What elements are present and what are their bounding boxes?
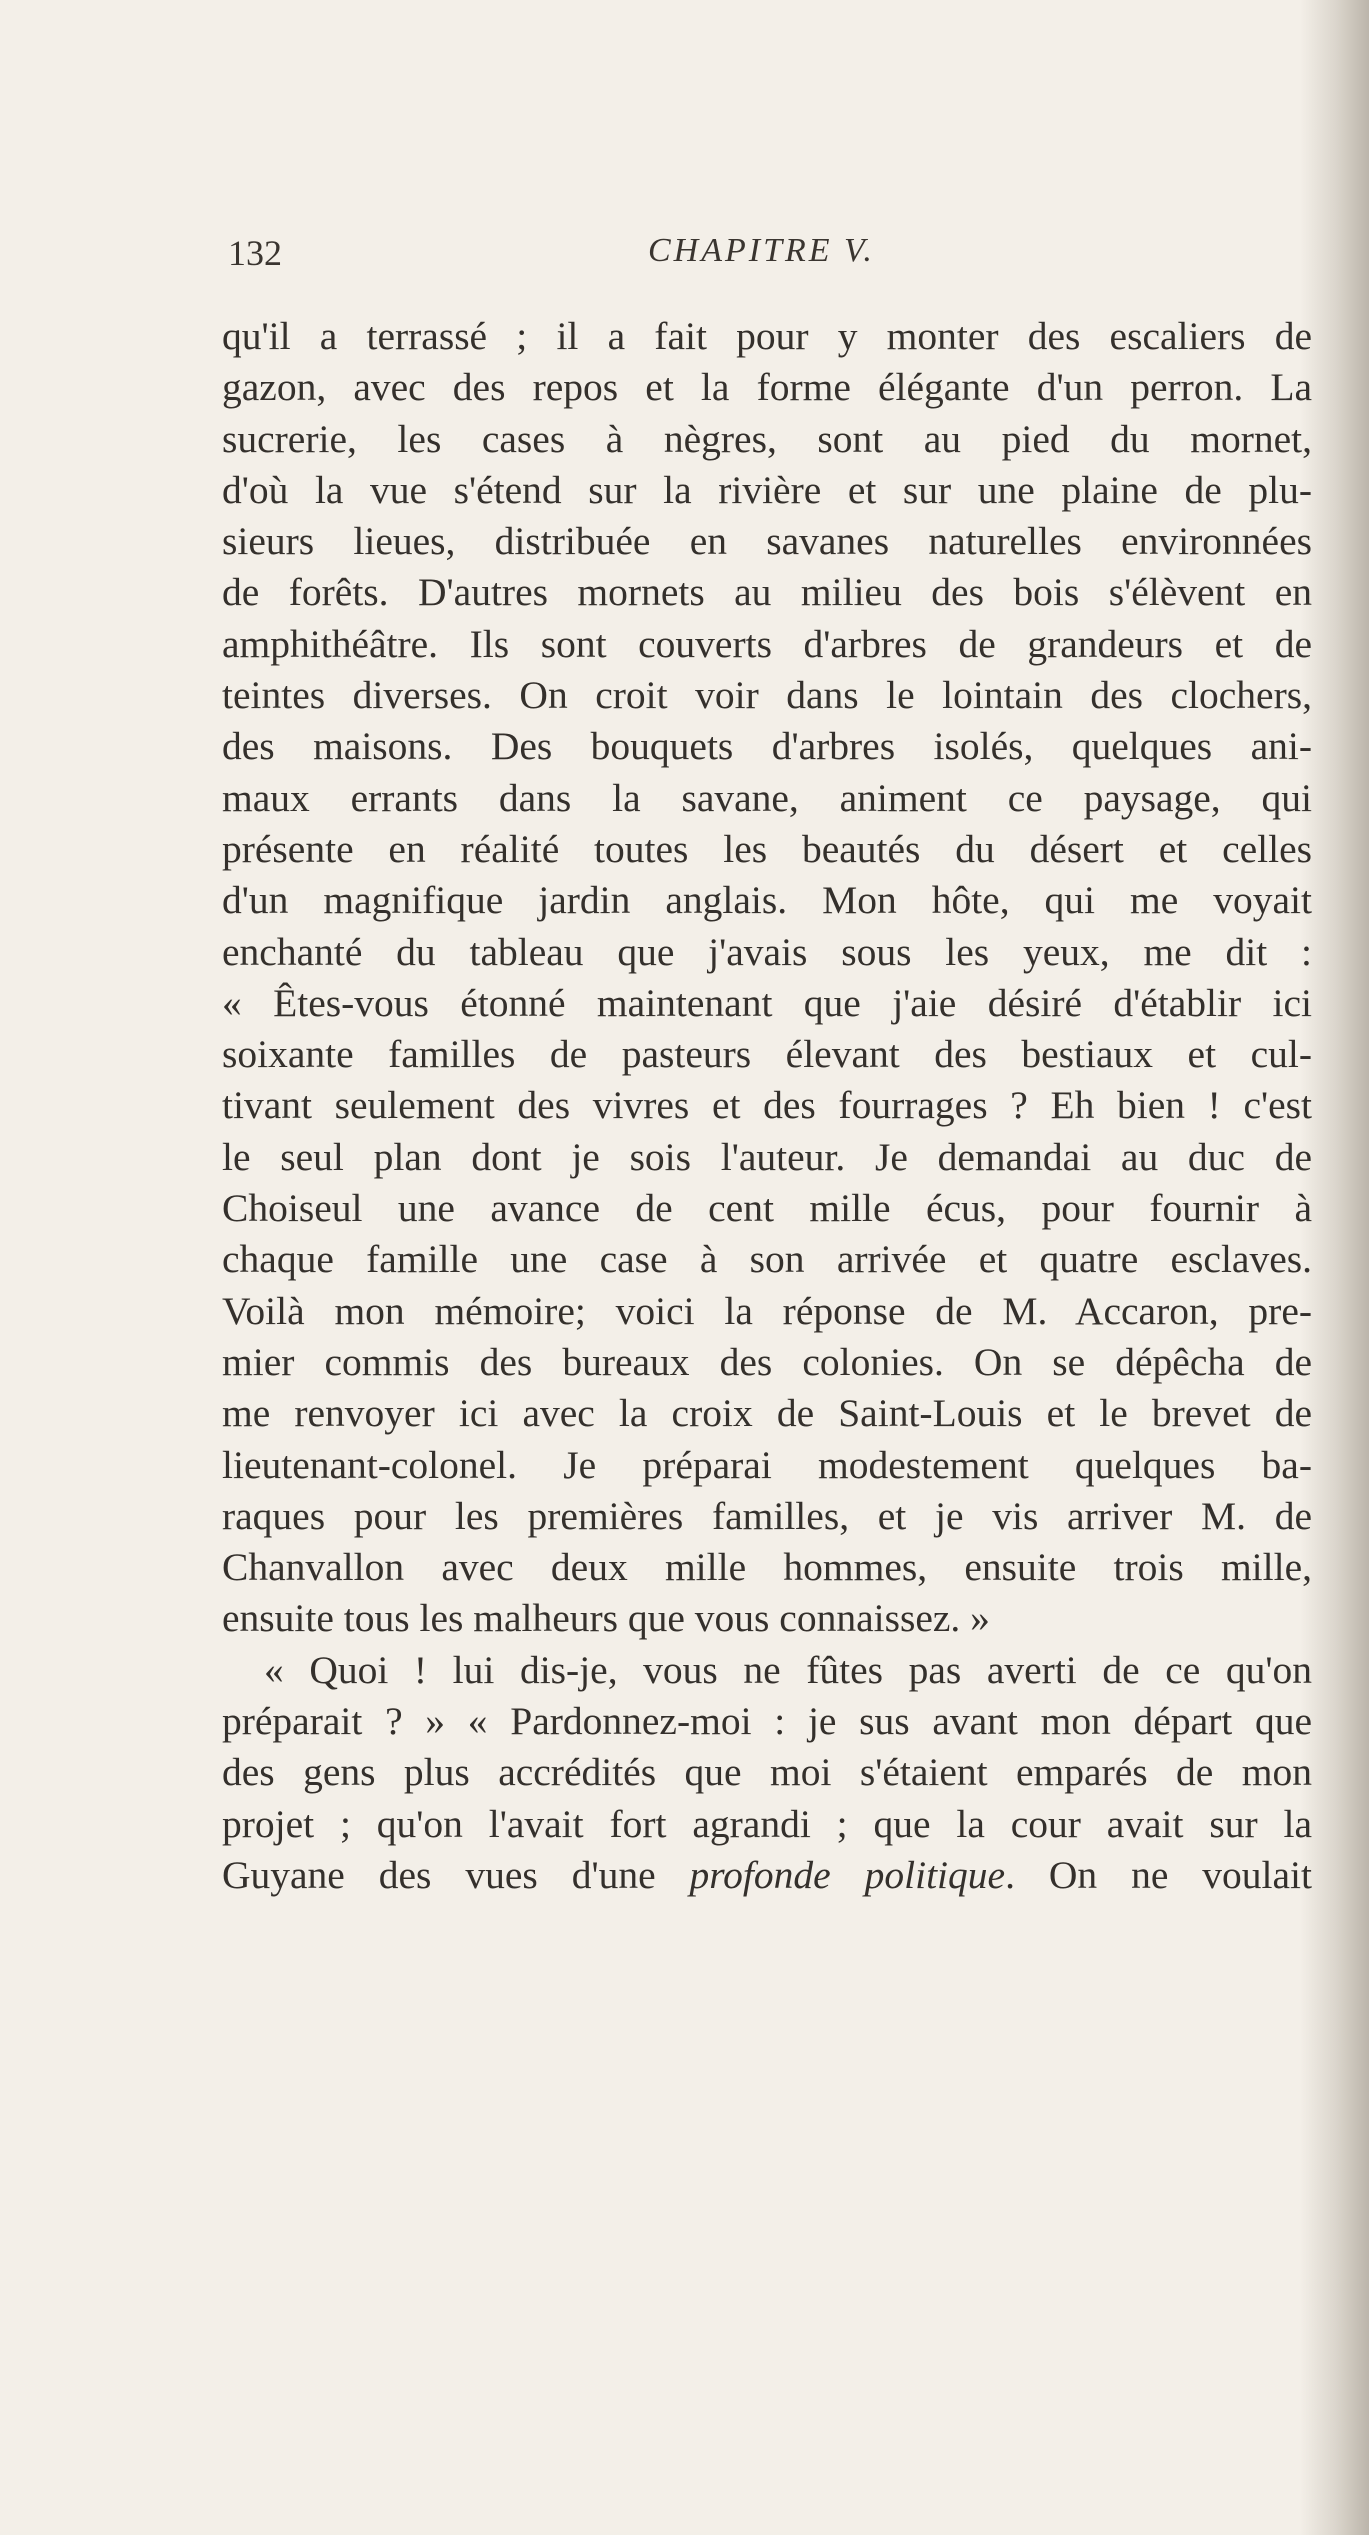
text-line: Chanvallon avec deux mille hommes, ensuite trois mille,: [222, 1545, 1312, 1590]
text-line: qu'il a terrassé ; il a fait pour y monter des escaliers de: [222, 314, 1312, 358]
text-line: Choiseul une avance de cent mille écus, pour fournir à: [222, 1186, 1312, 1231]
text-line: des maisons. Des bouquets d'arbres isolés, quelques ani-: [222, 724, 1312, 769]
text-line: d'un magnifique jardin anglais. Mon hôte, qui me voyait: [222, 878, 1312, 923]
body-text: [222, 311, 1312, 1901]
page-header: [228, 232, 1318, 282]
text-line: amphithéâtre. Ils sont couverts d'arbres de grandeurs et de: [222, 621, 1312, 666]
running-head: CHAPITRE V.: [648, 232, 875, 269]
text-fragment: . On ne voulait: [1005, 1852, 1313, 1897]
text-line: sucrerie, les cases à nègres, sont au pied du mornet,: [222, 416, 1312, 461]
text-line: « Êtes-vous étonné maintenant que j'aie désiré d'établir ici: [222, 980, 1312, 1025]
text-line: tivant seulement des vivres et des fourrages ? Eh bien ! c'est: [222, 1083, 1312, 1128]
text-line: d'où la vue s'étend sur la rivière et sur une plaine de plu-: [222, 467, 1312, 512]
text-line: me renvoyer ici avec la croix de Saint-Louis et le brevet de: [222, 1391, 1312, 1436]
text-line: de forêts. D'autres mornets au milieu des bois s'élèvent en: [222, 570, 1312, 615]
text-line: mier commis des bureaux des colonies. On se dépêcha de: [222, 1339, 1312, 1384]
text-line: préparait ? » « Pardonnez-moi : je sus avant mon départ que: [222, 1699, 1312, 1744]
text-line: maux errants dans la savane, animent ce paysage, qui: [222, 775, 1312, 820]
page-number: 132: [228, 233, 282, 273]
text-line: sieurs lieues, distribuée en savanes naturelles environnées: [222, 519, 1312, 564]
text-line: gazon, avec des repos et la forme élégante d'un perron. La: [222, 365, 1312, 410]
text-line-last: [222, 1850, 1312, 1901]
text-line: « Quoi ! lui dis-je, vous ne fûtes pas averti de ce qu'on: [264, 1647, 1312, 1692]
text-line: le seul plan dont je sois l'auteur. Je demandai au duc de: [222, 1134, 1312, 1179]
text-line: Voilà mon mémoire; voici la réponse de M. Accaron, pre-: [222, 1288, 1312, 1333]
text-line: projet ; qu'on l'avait fort agrandi ; que la cour avait sur la: [222, 1801, 1312, 1846]
text-fragment: Guyane des vues d'une: [222, 1852, 690, 1897]
text-line: ensuite tous les malheurs que vous connaissez. »: [222, 1596, 990, 1641]
text-line: chaque famille une case à son arrivée et quatre esclaves.: [222, 1237, 1312, 1282]
text-line: présente en réalité toutes les beautés du désert et celles: [222, 826, 1312, 871]
text-line: enchanté du tableau que j'avais sous les yeux, me dit :: [222, 929, 1312, 974]
text-line: teintes diverses. On croit voir dans le lointain des clochers,: [222, 673, 1312, 718]
italic-phrase: profonde politique: [689, 1852, 1006, 1897]
text-line: soixante familles de pasteurs élevant des bestiaux et cul-: [222, 1032, 1312, 1077]
text-line: raques pour les premières familles, et je vis arriver M. de: [222, 1493, 1312, 1538]
text-line: lieutenant-colonel. Je préparai modestement quelques ba-: [222, 1442, 1312, 1487]
text-line: des gens plus accrédités que moi s'étaient emparés de mon: [222, 1750, 1312, 1795]
